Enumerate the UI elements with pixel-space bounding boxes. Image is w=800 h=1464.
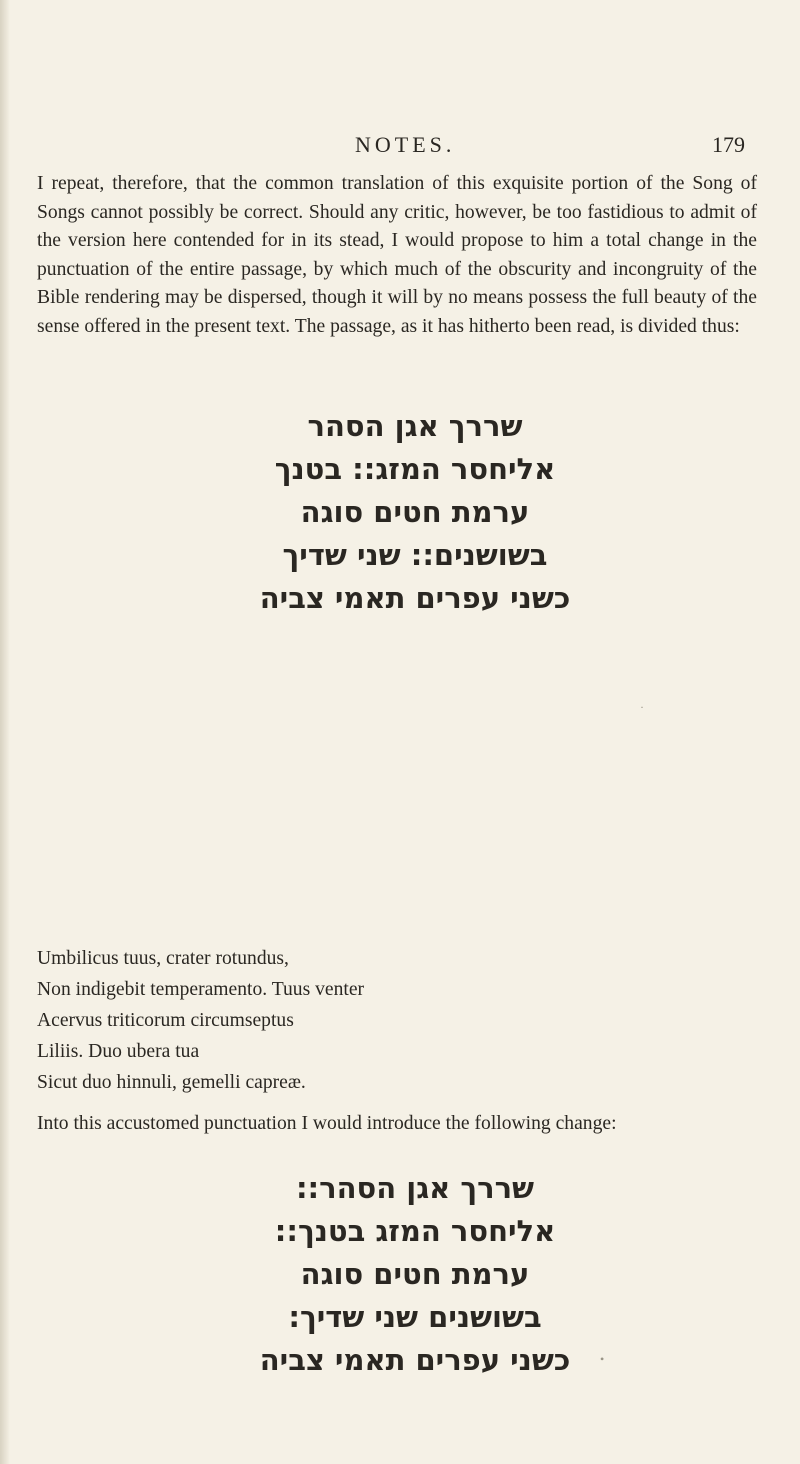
closing-paragraph: Into this accustomed punctuation I would introduce the following change:: [37, 1113, 617, 1134]
hebrew-line: בשושנים:: שני שדיך: [282, 538, 548, 572]
printer-speck: ·: [640, 700, 644, 714]
hebrew-verse-revised: [180, 1167, 650, 1382]
hebrew-line: שררך אגן הסהר: [307, 409, 523, 443]
printer-speck: •: [600, 1352, 605, 1366]
opening-paragraph: I repeat, therefore, that the common translation of this exquisite portion of the Song of Songs cannot possibly be correct. Should any critic, however, be too fastidious to admit of the version here contended for in its stead, I would propose to him a total change in the punctuation of the entire passage, by which much of the obscurity and incongruity of the Bible rendering may be dispersed, though it will by no means possess the full beauty of the sense offered in the present text. The passage, as it has hitherto been read, is divided thus:: [37, 173, 757, 337]
hebrew-line: ערמת חטים סוגה: [300, 495, 530, 529]
hebrew-line: אליחסר המזג בטנך::: [274, 1214, 556, 1248]
latin-line: Umbilicus tuus, crater rotundus,: [37, 948, 289, 969]
latin-line: Sicut duo hinnuli, gemelli capreæ.: [37, 1072, 306, 1093]
latin-line: Acervus triticorum circumseptus: [37, 1010, 294, 1031]
page-number: 179: [712, 132, 745, 157]
hebrew-line: שררך אגן הסהר::: [295, 1171, 535, 1205]
latin-line: Liliis. Duo ubera tua: [37, 1041, 200, 1062]
hebrew-line: בשושנים שני שדיך:: [288, 1300, 542, 1334]
latin-line: Non indigebit temperamento. Tuus venter: [37, 979, 365, 1000]
hebrew-line: אליחסר המזג:: בטנך: [274, 452, 556, 486]
page-edge-shadow: [0, 0, 10, 1464]
hebrew-line: כשני עפרים תאמי צביה: [259, 581, 571, 615]
hebrew-verse-original: [180, 405, 650, 620]
latin-translation: [37, 943, 737, 1098]
running-head: [0, 132, 800, 162]
hebrew-line: כשני עפרים תאמי צביה: [259, 1343, 571, 1377]
hebrew-line: ערמת חטים סוגה: [300, 1257, 530, 1291]
running-title: NOTES.: [355, 132, 456, 157]
